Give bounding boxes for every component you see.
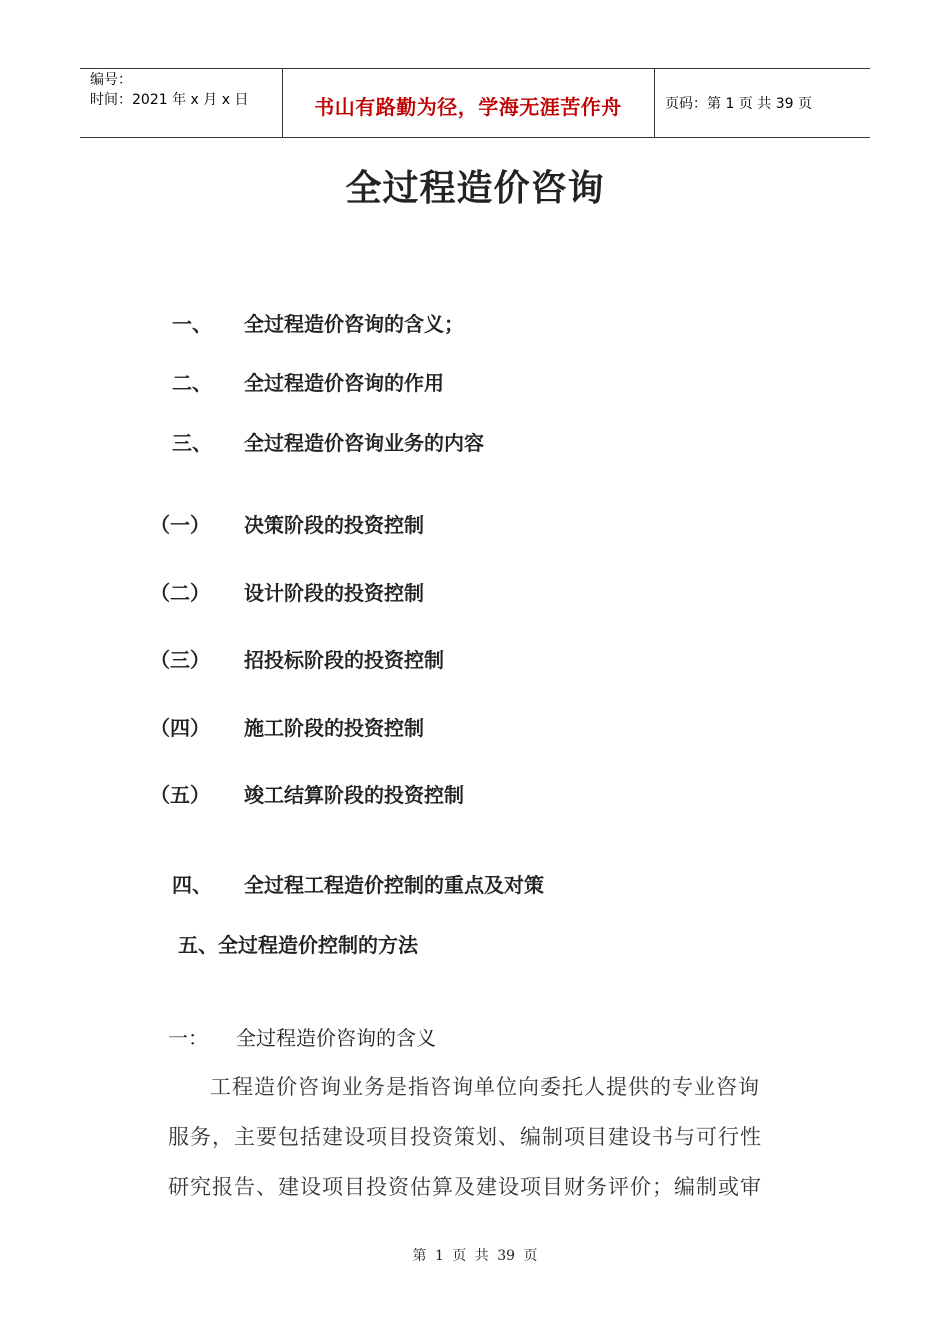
header-table: [80, 68, 870, 138]
toc-number: 三、: [172, 431, 212, 455]
toc-text: 决策阶段的投资控制: [244, 513, 424, 537]
toc-number: （四）: [150, 716, 210, 740]
toc-text: 全过程造价咨询的含义；: [244, 312, 464, 336]
toc-text: 五、全过程造价控制的方法: [178, 933, 418, 957]
toc-number: 二、: [172, 371, 212, 395]
header-motto-cell: [282, 69, 655, 137]
toc-text: 全过程工程造价控制的重点及对策: [244, 873, 544, 897]
toc-text: 竣工结算阶段的投资控制: [244, 783, 464, 807]
toc-number: （一）: [150, 513, 210, 537]
toc-text: 全过程造价咨询的作用: [244, 371, 444, 395]
section-title: 全过程造价咨询的含义: [236, 1026, 436, 1050]
body-paragraph: 工程造价咨询业务是指咨询单位向委托人提供的专业咨询服务，主要包括建设项目投资策划、编制项目建设书与可行性研究报告、建设项目投资估算及建设项目财务评价；编制或审: [168, 1075, 762, 1199]
toc-number: 一、: [172, 312, 212, 336]
motto: 书山有路勤为径，学海无涯苦作舟: [314, 95, 622, 119]
toc-text: 全过程造价咨询业务的内容: [244, 431, 484, 455]
section-number: 一：: [168, 1026, 208, 1050]
toc-number: （三）: [150, 648, 210, 672]
document-title: 全过程造价咨询: [345, 168, 605, 209]
toc-number: （二）: [150, 581, 210, 605]
header-page-cell: [655, 69, 870, 137]
page-footer: 第 1 页 共 39 页: [412, 1248, 538, 1264]
toc-text: 招投标阶段的投资控制: [244, 648, 444, 672]
page-code: 页码：第 1 页 共 39 页: [665, 96, 812, 112]
serial-label: 编号：: [90, 72, 132, 88]
toc-text: 设计阶段的投资控制: [244, 581, 424, 605]
time-label: 时间：2021 年 x 月 x 日: [90, 92, 249, 108]
toc-number: （五）: [150, 783, 210, 807]
header-info-cell: [80, 69, 283, 137]
toc-text: 施工阶段的投资控制: [244, 716, 424, 740]
toc-number: 四、: [172, 873, 212, 897]
